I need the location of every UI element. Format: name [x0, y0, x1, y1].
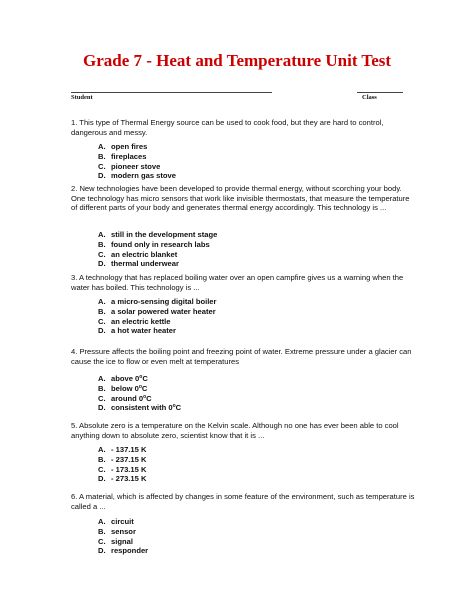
question-4	[71, 347, 416, 413]
option-letter: C.	[98, 393, 106, 403]
question-1	[71, 118, 416, 181]
answer-option-d[interactable]	[98, 259, 217, 269]
answer-option-a[interactable]	[98, 297, 217, 307]
answer-options	[98, 142, 176, 181]
answer-option-c[interactable]	[98, 250, 217, 260]
option-letter: B.	[98, 383, 106, 393]
answer-option-a[interactable]	[98, 230, 217, 240]
option-letter: A.	[98, 142, 106, 151]
option-letter: C.	[98, 249, 106, 259]
degree-symbol: o	[138, 383, 142, 390]
answer-option-d[interactable]	[98, 326, 217, 336]
answer-option-d[interactable]	[98, 171, 176, 181]
unit-text: C	[142, 374, 148, 383]
question-3	[71, 273, 416, 336]
option-letter: D.	[98, 326, 106, 336]
unit-text: C	[175, 403, 182, 413]
option-letter: D.	[98, 546, 106, 556]
option-letter: D.	[98, 171, 106, 181]
question-text: 3. A technology that has replaced boiling water over an open campfire gives us a warning when the water has boiled. This technology is ...	[71, 273, 404, 292]
answer-options	[98, 230, 217, 269]
option-text: thermal underwear	[111, 259, 179, 269]
option-letter: B.	[98, 151, 106, 161]
answer-option-c[interactable]	[98, 394, 181, 404]
answer-option-a[interactable]	[98, 374, 181, 384]
option-letter: C.	[98, 536, 106, 546]
option-letter: D.	[98, 403, 106, 413]
option-letter: A.	[98, 445, 106, 454]
option-text: circuit	[111, 517, 134, 526]
answer-option-b[interactable]	[98, 384, 181, 394]
answer-option-b[interactable]	[98, 527, 148, 537]
answer-option-d[interactable]	[98, 403, 181, 413]
answer-option-c[interactable]	[98, 317, 217, 327]
option-letter: A.	[98, 517, 106, 526]
option-text: an electric blanket	[111, 249, 178, 259]
option-text: open fires	[111, 142, 148, 151]
option-text: signal	[111, 536, 133, 546]
option-letter: D.	[98, 259, 106, 269]
answer-options	[98, 517, 148, 556]
option-text: found only in research labs	[111, 239, 210, 249]
option-text: a solar powered water heater	[111, 306, 216, 316]
answer-options	[98, 445, 146, 484]
option-letter: A.	[98, 374, 106, 383]
question-6	[71, 492, 416, 556]
option-text: an electric kettle	[111, 316, 171, 326]
option-letter: B.	[98, 306, 106, 316]
option-text: pioneer stove	[111, 161, 161, 171]
option-letter: A.	[98, 230, 106, 239]
question-text: 1. This type of Thermal Energy source can be used to cook food, but they are hard to control, dangerous and messy.	[71, 118, 384, 137]
student-label: Student	[71, 94, 93, 101]
option-text: - 137.15 K	[111, 445, 147, 454]
option-letter: C.	[98, 316, 106, 326]
answer-option-b[interactable]	[98, 455, 146, 465]
question-2	[71, 184, 416, 269]
answer-option-d[interactable]	[98, 546, 148, 556]
option-letter: B.	[98, 526, 106, 536]
answer-option-c[interactable]	[98, 537, 148, 547]
option-text: around 0	[111, 393, 144, 403]
class-label: Class	[362, 94, 377, 101]
option-text: - 273.15 K	[111, 474, 147, 484]
option-letter: D.	[98, 474, 106, 484]
option-text: above 0	[111, 374, 140, 383]
option-letter: B.	[98, 454, 106, 464]
answer-options	[98, 297, 217, 336]
answer-option-b[interactable]	[98, 307, 217, 317]
question-text: 5. Absolute zero is a temperature on the Kelvin scale. Although no one has ever been able to cool anything down to absolute zero, scientist know that it is ...	[71, 421, 399, 440]
option-text: fireplaces	[111, 151, 147, 161]
option-text: modern gas stove	[111, 171, 176, 181]
option-letter: C.	[98, 161, 106, 171]
option-text: a hot water heater	[111, 326, 176, 336]
answer-option-b[interactable]	[98, 240, 217, 250]
option-letter: B.	[98, 239, 106, 249]
unit-text: C	[141, 383, 148, 393]
option-text: below 0	[111, 383, 139, 393]
option-letter: A.	[98, 297, 106, 306]
answer-option-b[interactable]	[98, 152, 176, 162]
answer-options	[98, 374, 181, 413]
option-text: - 173.15 K	[111, 464, 147, 474]
class-name-line[interactable]	[357, 92, 403, 93]
question-text: 2. New technologies have been developed to provide thermal energy, without scorching your body. One technology has micro sensors that work like invisible thermostats, that measure the temperature of different parts of your body and generates thermal energy accordingly. This technology is ...	[71, 184, 410, 213]
answer-option-a[interactable]	[98, 445, 146, 455]
page-title: Grade 7 - Heat and Temperature Unit Test	[82, 51, 392, 70]
answer-option-c[interactable]	[98, 162, 176, 172]
degree-symbol: o	[172, 403, 176, 410]
option-text: a micro-sensing digital boiler	[111, 297, 217, 306]
answer-option-c[interactable]	[98, 465, 146, 475]
unit-text: C	[146, 393, 152, 403]
question-5	[71, 421, 416, 484]
option-letter: C.	[98, 464, 106, 474]
option-text: still in the development stage	[111, 230, 218, 239]
question-text: 4. Pressure affects the boiling point and freezing point of water. Extreme pressure under a glacier can cause the ice to flow or even melt at temperatures	[71, 347, 412, 366]
student-name-line[interactable]	[71, 92, 272, 93]
question-text: 6. A material, which is affected by changes in some feature of the environment, such as temperature is called a ...	[71, 492, 415, 511]
option-text: - 237.15 K	[111, 454, 147, 464]
degree-symbol: o	[143, 393, 147, 400]
option-text: sensor	[111, 526, 136, 536]
option-text: responder	[111, 546, 149, 556]
answer-option-a[interactable]	[98, 517, 148, 527]
answer-option-a[interactable]	[98, 142, 176, 152]
answer-option-d[interactable]	[98, 474, 146, 484]
degree-symbol: o	[139, 374, 143, 380]
option-text: consistent with 0	[111, 403, 173, 413]
